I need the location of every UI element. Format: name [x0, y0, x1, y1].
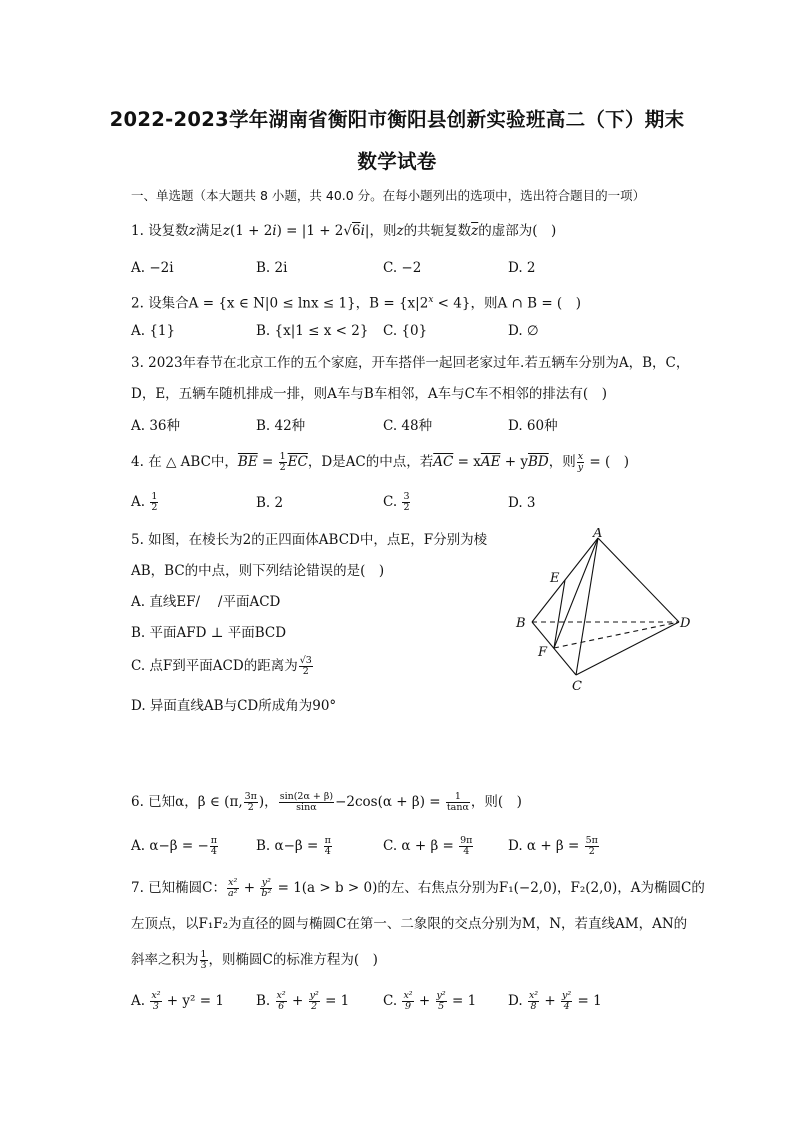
q5-option-d: D. 异面直线AB与CD所成角为90°	[131, 698, 337, 714]
q1-option-c: C. −2	[383, 260, 422, 276]
q3-option-a: A. 36种	[131, 418, 181, 434]
segment-fa	[554, 538, 598, 648]
question-7-line2: 左顶点，以F₁F₂为直径的圆与椭圆C在第一、二象限的交点分别为M，N，若直线AM，AN的	[131, 916, 688, 932]
q2-option-d: D. ∅	[508, 323, 539, 339]
question-7-line1: 7. 已知椭圆C： $\frac{\text{x²}}{\text{a²}}$ + $\frac{\text{y²}}{\text{b²}}$ = 1(a > b > 0)的左、右焦点分别为F₁(−2,0)，F₂(2,0)，A为椭圆C的	[131, 877, 705, 899]
question-4: 4. 在 △ ABC中，$\overline{BE}$ = $\frac{1}{2}$ $\overline{EC}$，D是AC的中点，若$\overline{AC} = x\overline{AE} + y\overline{BD}$，则 $\frac{x}{y}$ = ( )	[131, 451, 630, 473]
q1-option-a: A. −2i	[131, 260, 174, 276]
question-3-line1: 3. 2023年春节在北京工作的五个家庭，开车搭伴一起回老家过年.若五辆车分别为A，B，C，	[131, 355, 690, 371]
label-b: B	[516, 616, 526, 631]
q4-option-b: B. 2	[256, 495, 284, 511]
label-a: A	[593, 528, 603, 541]
exam-title-line2: 数学试卷	[357, 150, 437, 173]
sqrt-six: √6	[343, 223, 361, 239]
question-5-line1: 5. 如图，在棱长为2的正四面体ABCD中，点E，F分别为棱	[131, 532, 488, 548]
q6-option-d: D. α + β = $\frac{5\pi}{2}$	[508, 835, 598, 857]
q4-option-d: D. 3	[508, 495, 536, 511]
question-7-line3: 斜率之积为 $\frac{1}{3}$ ，则椭圆C的标准方程为( )	[131, 949, 378, 971]
q3-option-d: D. 60种	[508, 418, 558, 434]
q2-option-c: C. {0}	[383, 323, 428, 339]
q2-option-b: B. {x|1 ≤ x < 2}	[256, 323, 369, 339]
exam-title-line1: 2022-2023学年湖南省衡阳市衡阳县创新实验班高二（下）期末	[109, 108, 685, 131]
q5-option-a: A. 直线EF/ /平面ACD	[131, 594, 281, 610]
label-c: C	[572, 679, 582, 693]
q3-option-c: C. 48种	[383, 418, 433, 434]
q6-option-c: C. α + β = $\frac{9\pi}{4}$	[383, 835, 473, 857]
q1-option-b: B. 2i	[256, 260, 288, 276]
edge-ac	[576, 538, 598, 675]
question-3-line2: D，E，五辆车随机排成一排，则A车与B车相邻，A车与C车不相邻的排法有( )	[131, 386, 607, 402]
tetrahedron-figure	[510, 528, 700, 693]
q3-option-b: B. 42种	[256, 418, 306, 434]
question-6: 6. 已知α，β ∈ (π, $\frac{3\pi}{2}$ )， $\frac{\sin(2\alpha + \beta)}{\sin\alpha}$ −2cos(α + β) = $\frac{1}{\tan\alpha}$ ，则( )	[131, 791, 522, 813]
q6-option-b: B. α−β = $\frac{\pi}{4}$	[256, 835, 331, 857]
question-1: 1. 设复数z满足z(1 + 2i) = |1 + 2√6i|，则z的共轭复数$\overline{z}$的虚部为( )	[131, 223, 557, 239]
edge-cd	[576, 622, 679, 675]
label-e: E	[550, 571, 560, 586]
section-heading: 一、单选题（本大题共 8 小题，共 40.0 分。在每小题列出的选项中，选出符合题目的一项）	[131, 188, 646, 203]
q7-option-d: D. $\frac{\text{x²}}{8}$ + $\frac{\text{y²}}{4}$ = 1	[508, 990, 602, 1012]
edge-ad	[598, 538, 679, 622]
question-2: 2. 设集合A = {x ∈ N|0 ≤ lnx ≤ 1}，$B = \{x|2^x < 4\}$，则A ∩ B = ( )	[131, 295, 581, 312]
q5-option-c: C. 点F到平面ACD的距离为 $\frac{√3}{2}$	[131, 655, 312, 677]
q7-option-a: A. $\frac{\text{x²}}{3}$ + y² = 1	[131, 990, 224, 1012]
q4-option-c: C. $\frac{3}{2}$	[383, 491, 410, 513]
segment-ef	[554, 580, 565, 648]
q7-option-b: B. $\frac{\text{x²}}{6}$ + $\frac{\text{y²}}{2}$ = 1	[256, 990, 350, 1012]
question-5-line2: AB，BC的中点，则下列结论错误的是( )	[131, 563, 385, 579]
q2-option-a: A. {1}	[131, 323, 176, 339]
q7-option-c: C. $\frac{\text{x²}}{9}$ + $\frac{\text{y²}}{5}$ = 1	[383, 990, 477, 1012]
q4-option-a: A. $\frac{1}{2}$	[131, 491, 158, 513]
label-d: D	[680, 616, 691, 631]
q1-option-d: D. 2	[508, 260, 536, 276]
q5-option-b: B. 平面AFD ⊥ 平面BCD	[131, 625, 287, 641]
label-f: F	[538, 645, 548, 660]
segment-fd-hidden	[554, 622, 679, 648]
q6-option-a: A. α−β = − $\frac{\pi}{4}$	[131, 835, 218, 857]
